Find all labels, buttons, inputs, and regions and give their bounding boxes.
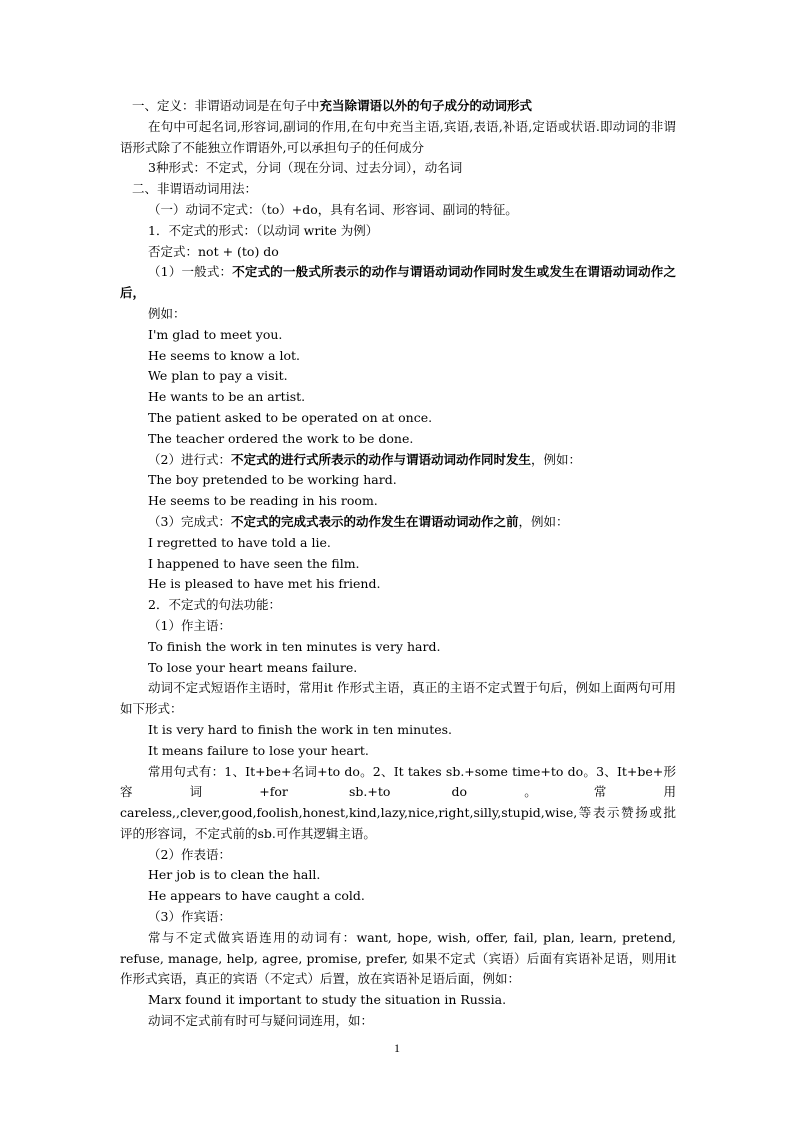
example-line: I happened to have seen the film.: [148, 555, 360, 571]
as-object-heading: （3）作宾语：: [148, 909, 231, 925]
example-line: He appears to have caught a cold.: [148, 888, 365, 904]
example-line: It is very hard to finish the work in ten minutes.: [148, 721, 453, 737]
infinitive-heading: （一）动词不定式：（to）+do，具有名词、形容词、副词的特征。: [148, 201, 518, 217]
definition-paragraph: 在句中可起名词,形容词,副词的作用,在句中充当主语,宾语,表语,补语,定语或状语.即动词的非谓语形式除了不能独立作谓语外,可以承担句子的任何成分: [120, 118, 676, 155]
example-line: We plan to pay a visit.: [148, 368, 288, 384]
general-form-paragraph: （1）一般式：不定式的一般式所表示的动作与谓语动词动作同时发生或发生在谓语动词动作之后，: [120, 264, 676, 301]
perfect-form-heading: （3）完成式：不定式的完成式表示的动作发生在谓语动词动作之前，例如：: [148, 513, 569, 529]
object-note-paragraph: 常与不定式做宾语连用的动词有：want, hope, wish, offer, fail, plan, learn, pretend, refuse, manage, help, agree, promise, prefer, 如果不定式（宾语）后面有宾语补足语，则用it 作形式宾语，真正的宾语（不定式）后置，放在宾语补足语后面，例如：: [120, 929, 676, 987]
example-line: I regretted to have told a lie.: [148, 534, 331, 550]
page-number: 1: [394, 1041, 400, 1055]
interrogative-note-line: 动词不定式前有时可与疑问词连用，如：: [148, 1013, 374, 1029]
three-forms-line: 3种形式：不定式，分词（现在分词、过去分词），动名词: [148, 160, 463, 176]
example-line: Marx found it important to study the situation in Russia.: [148, 992, 507, 1008]
example-line: The boy pretended to be working hard.: [148, 472, 397, 488]
example-line: He wants to be an artist.: [148, 389, 306, 405]
example-line: The teacher ordered the work to be done.: [148, 430, 414, 446]
progressive-form-heading: （2）进行式：不定式的进行式所表示的动作与谓语动词动作同时发生，例如：: [148, 451, 581, 467]
section-1-heading: 一、定义：非谓语动词是在句子中充当除谓语以外的句子成分的动词形式: [132, 98, 533, 113]
example-label: 例如：: [148, 305, 186, 321]
example-line: It means failure to lose your heart.: [148, 742, 369, 758]
negative-form-line: 否定式：not + (to) do: [148, 243, 279, 259]
example-line: He seems to know a lot.: [148, 347, 301, 363]
example-line: To finish the work in ten minutes is very hard.: [148, 638, 441, 654]
as-predicative-heading: （2）作表语：: [148, 846, 231, 862]
example-line: To lose your heart means failure.: [148, 659, 358, 675]
example-line: Her job is to clean the hall.: [148, 867, 321, 883]
infinitive-forms-heading: 1．不定式的形式：（以动词 write 为例）: [148, 222, 379, 238]
pattern-note-paragraph: 常用句式有：1、It+be+名词+to do。2、It takes sb.+some time+to do。3、It+be+形容词+for sb.+to do。常用 careless,,clever,good,foolish,honest,kind,lazy,nice,right,silly,stupid,wise,等表示赞扬或批评的形容词，不定式前的sb.可作其逻辑主语。: [120, 763, 676, 841]
subject-note-paragraph: 动词不定式短语作主语时，常用it 作形式主语，真正的主语不定式置于句后，例如上面两句可用如下形式：: [120, 680, 676, 717]
as-subject-heading: （1）作主语：: [148, 617, 231, 633]
document-body: [120, 96, 676, 1032]
syntax-function-heading: 2．不定式的句法功能：: [148, 597, 281, 613]
example-line: I'm glad to meet you.: [148, 326, 283, 342]
example-line: The patient asked to be operated on at once.: [148, 409, 433, 425]
example-line: He is pleased to have met his friend.: [148, 576, 381, 592]
example-line: He seems to be reading in his room.: [148, 493, 378, 509]
section-2-heading: 二、非谓语动词用法：: [132, 181, 258, 197]
